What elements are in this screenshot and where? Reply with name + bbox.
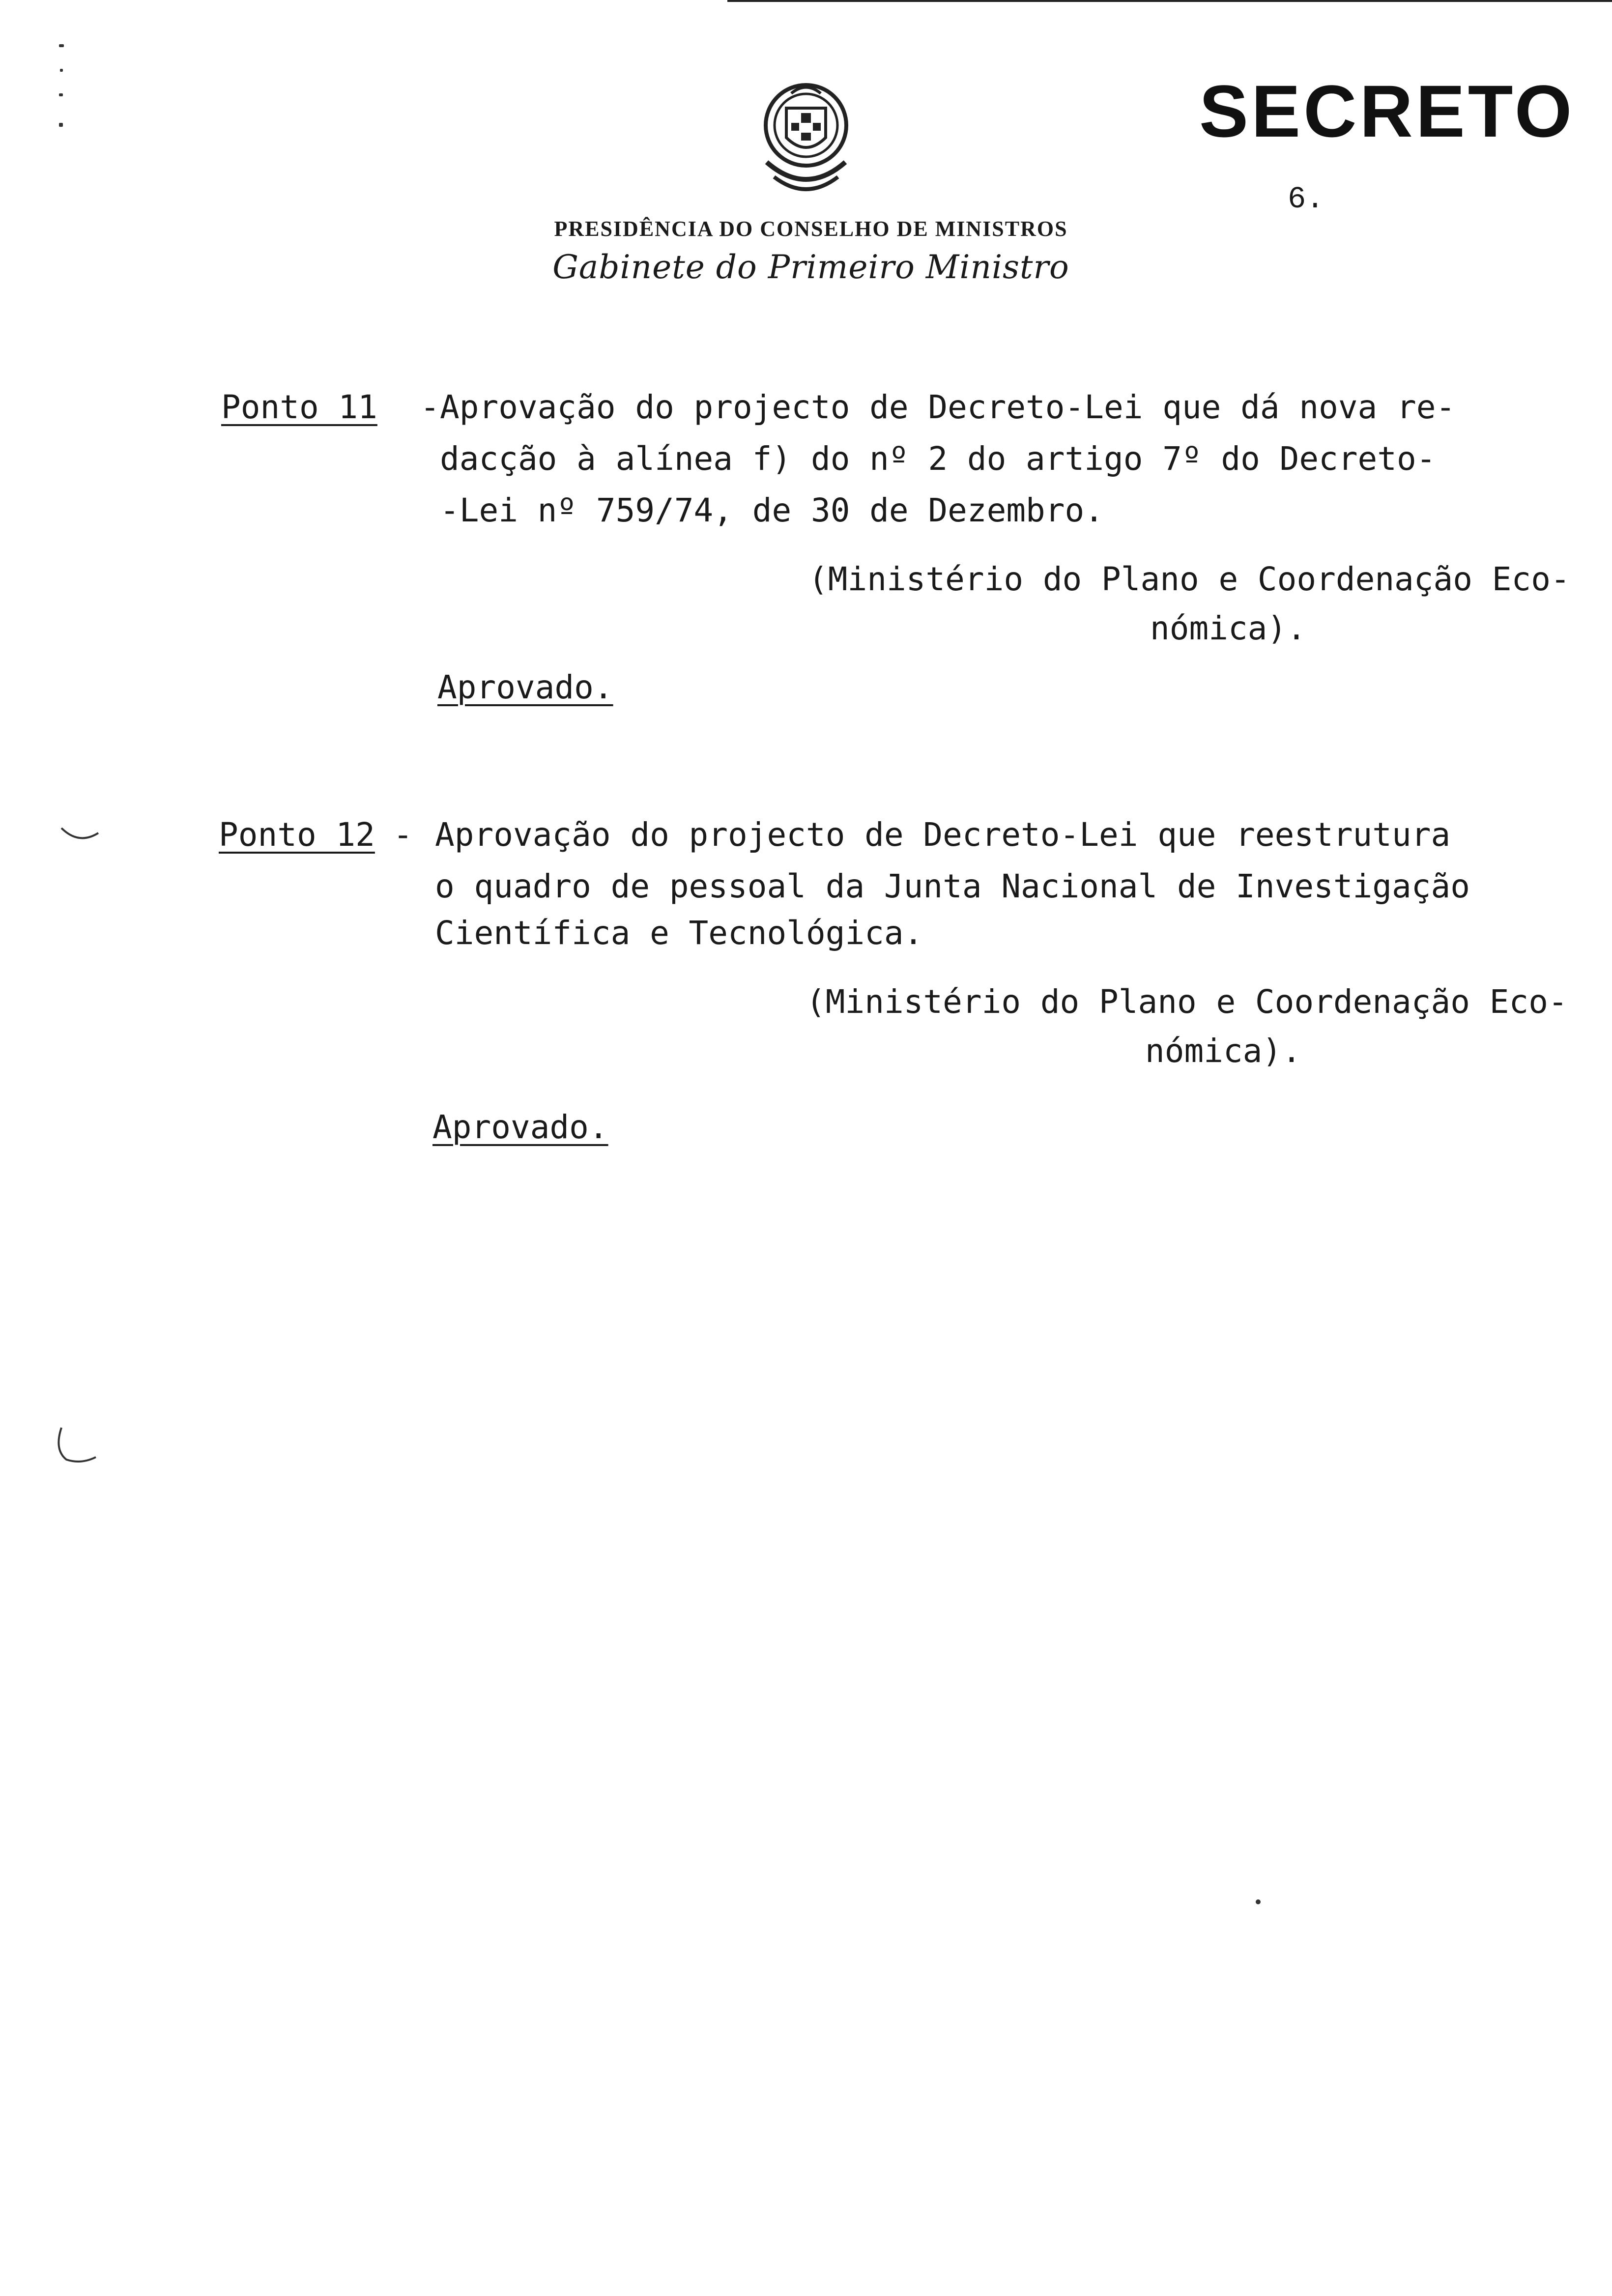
item-text-line: Aprovação do projecto de Decreto-Lei que reestrutura: [435, 816, 1451, 854]
item-text-line: -Lei nº 759/74, de 30 de Dezembro.: [440, 491, 1104, 529]
item-dash: -: [420, 388, 440, 426]
speck-mark: [1256, 1899, 1261, 1904]
item-text-line: Aprovação do projecto de Decreto-Lei que dá nova re-: [440, 388, 1456, 426]
ministry-line: nómica).: [1150, 609, 1306, 647]
margin-curve-mark: [52, 1425, 101, 1464]
item-text-line: o quadro de pessoal da Junta Nacional de Investigação: [435, 867, 1470, 905]
portuguese-coat-of-arms-icon: [752, 79, 860, 201]
institution-name: PRESIDÊNCIA DO CONSELHO DE MINISTROS: [554, 217, 1068, 241]
approval-status: Aprovado.: [432, 1108, 608, 1146]
item-text-line: dacção à alínea f) do nº 2 do artigo 7º do Decreto-: [440, 440, 1436, 478]
office-name: Gabinete do Primeiro Ministro: [552, 248, 1069, 286]
item-text-line: Científica e Tecnológica.: [435, 914, 923, 952]
ministry-line: nómica).: [1145, 1032, 1301, 1070]
ministry-line: (Ministério do Plano e Coordenação Eco-: [808, 560, 1570, 598]
approval-status: Aprovado.: [437, 668, 613, 706]
ministry-line: (Ministério do Plano e Coordenação Eco-: [806, 983, 1568, 1021]
top-border-line: [727, 0, 1612, 2]
item-label: Ponto 12: [219, 816, 375, 854]
page-number: 6.: [1288, 182, 1324, 217]
margin-punch-marks: [49, 29, 79, 147]
item-dash: -: [393, 816, 413, 854]
margin-curve-mark: [59, 826, 103, 845]
item-label: Ponto 11: [221, 388, 377, 426]
classification-stamp: SECRETO: [1199, 70, 1575, 152]
